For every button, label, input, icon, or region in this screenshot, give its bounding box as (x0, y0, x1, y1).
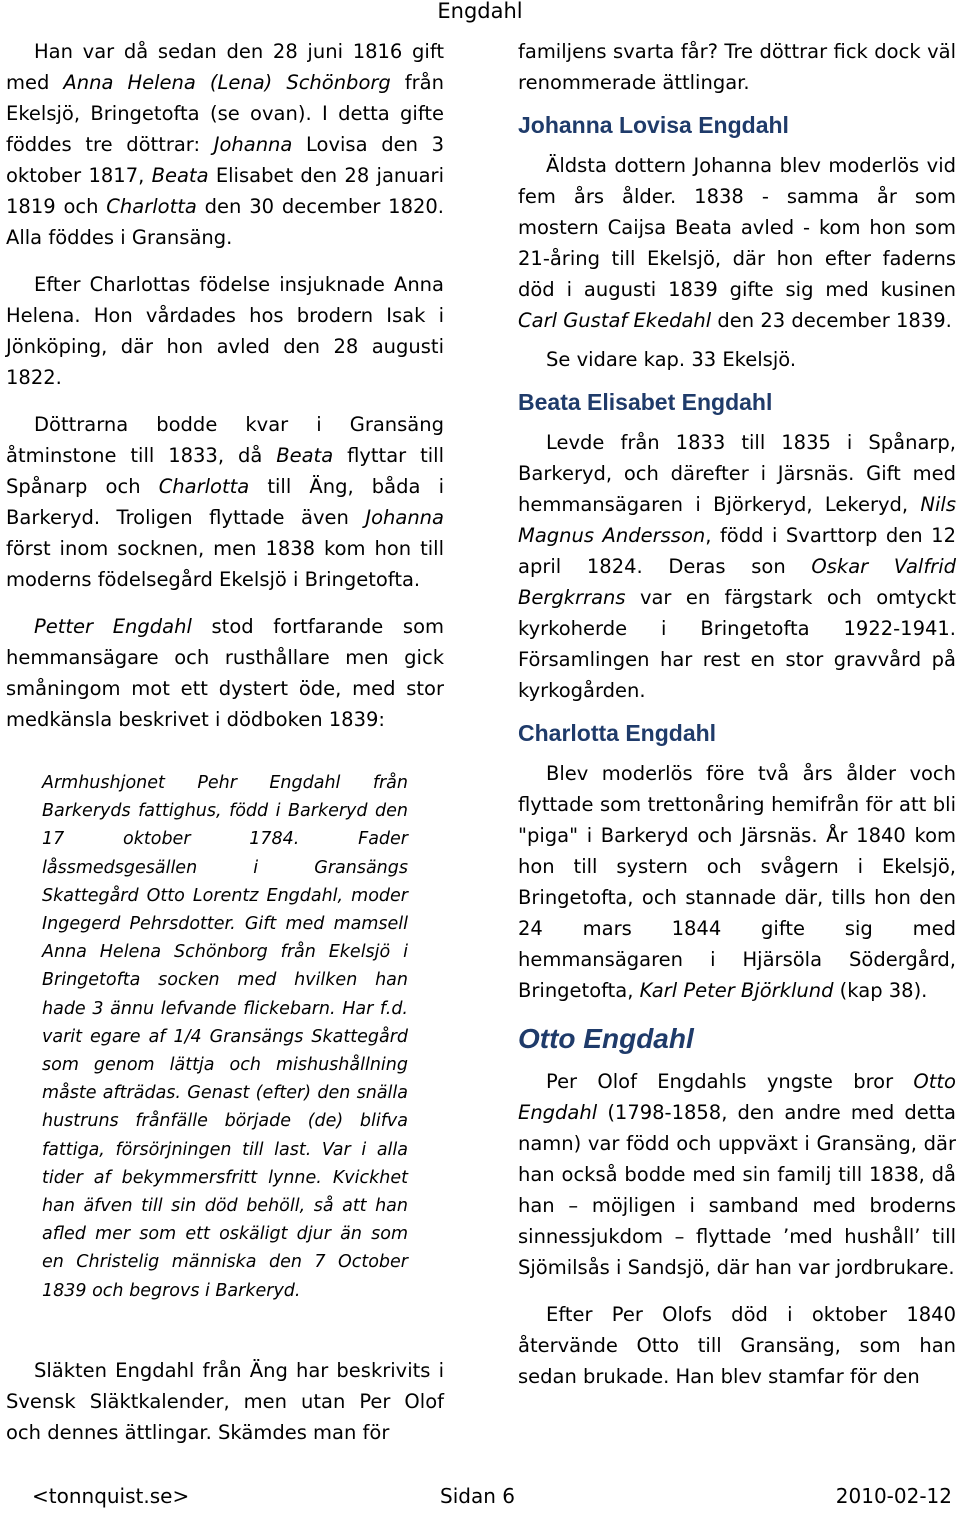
footer-page-number: Sidan 6 (440, 1484, 515, 1508)
text-run: Per Olof Engdahls yngste bror (546, 1070, 914, 1093)
paragraph-daughters (6, 409, 444, 595)
paragraph-otto-return: Efter Per Olofs död i oktober 1840 återvände Otto till Gransäng, som han sedan brukade. Han blev stamfar för den (518, 1303, 956, 1388)
italic-name: Johanna (365, 506, 444, 529)
text-run: Levde från 1833 till 1835 i Spånarp, Barkeryd, och därefter i Järsnäs. Gift med hemmansägaren i Björkeryd, Lekeryd, (518, 431, 956, 516)
paragraph-johanna (518, 150, 956, 336)
text-run: den 30 december 1820. Alla föddes i Gransäng. (6, 195, 444, 249)
footer-date: 2010-02-12 (835, 1484, 952, 1508)
italic-name: Oskar Valfrid Bergkrrans (518, 555, 956, 609)
paragraph-beata (518, 427, 956, 706)
italic-name: Petter Engdahl (34, 615, 192, 638)
italic-name: Nils Magnus Andersson (518, 493, 956, 547)
heading-johanna: Johanna Lovisa Engdahl (518, 112, 789, 138)
italic-name: Beata (151, 164, 209, 187)
text-run: (kap 38). (833, 979, 928, 1002)
heading-otto: Otto Engdahl (518, 1023, 694, 1054)
paragraph-illness: Efter Charlottas födelse insjuknade Anna Helena. Hon vårdades hos brodern Isak i Jönköping, där hon avled den 28 augusti 1822. (6, 273, 444, 389)
paragraph-family-history: Släkten Engdahl från Äng har beskrivits i Svensk Släktkalender, men utan Per Olof och dennes ättlingar. Skämdes man för (6, 1358, 444, 1444)
text-run: flyttar till Spånarp och (6, 444, 444, 498)
italic-name: Charlotta (158, 475, 250, 498)
text-run: Han var då sedan den 28 juni 1816 gift med (6, 40, 444, 94)
right-column (518, 36, 956, 1392)
text-run: Blev moderlös före två års ålder voch flyttade som trettonåring hemifrån för att bli "piga" i Barkeryd och Järsnäs. År 1840 kom hon till systern och svågern i Ekelsjö, Bringetofta, och stannade där, tills hon den 24 mars 1844 gifte sig med hemmansägaren i Hjärsöla Södergård, Bringetofta, (518, 762, 956, 1002)
left-column (6, 36, 444, 1448)
italic-name: Otto Engdahl (518, 1070, 956, 1124)
heading-charlotta: Charlotta Engdahl (518, 720, 717, 746)
italic-name: Carl Gustaf Ekedahl (518, 309, 712, 332)
heading-beata: Beata Elisabet Engdahl (518, 389, 773, 415)
text-run: den 23 december 1839. (711, 309, 952, 332)
text-run: Elisabet den 28 januari 1819 och (6, 164, 444, 218)
paragraph-otto (518, 1066, 956, 1283)
text-run: Döttrarna bodde kvar i Gransäng åtminstone till 1833, då (6, 413, 444, 467)
italic-name: Karl Peter Björklund (639, 979, 834, 1002)
italic-name: Anna Helena (Lena) Schönborg (63, 71, 391, 94)
italic-name: Johanna (213, 133, 293, 156)
text-run: (1798-1858, den andre med detta namn) var född och uppväxt i Gransäng, där han också bodde med sin familj till 1838, då han – möjligen i samband med broderns sinnessjukdom – flyttade ’med hushåll’ till Sjömilsås i Sandsjö, där han var jordbrukare. (518, 1101, 956, 1279)
italic-name: Charlotta (106, 195, 197, 218)
text-run: först inom socknen, men 1838 kom hon till moderns födelsegård Ekelsjö i Bringetofta. (6, 537, 444, 591)
text-run: Äldsta dottern Johanna blev moderlös vid fem års ålder. 1838 - samma år som mostern Caijsa Beata avled - kom hon som 21-åring till Ekelsjö, där hon efter faderns död i augusti 1839 gifte sig med kusinen (518, 154, 956, 301)
paragraph-petter (6, 611, 444, 735)
paragraph-continued: familjens svarta får? Tre döttrar fick dock väl renommerade ättlingar. (518, 40, 956, 94)
text-run: stod fortfarande som hemmansägare och rusthållare men gick småningom mot ett dystert öde, med stor medkänsla beskrivet i dödboken 1839: (6, 615, 444, 731)
death-record-quote: Armhushjonet Pehr Engdahl från Barkeryds fattighus, född i Barkeryd den 17 oktober 1784. Fader låssmedsgesällen i Gransängs Skattegård Otto Lorentz Engdahl, moder Ingegerd Pehrsdotter. Gift med mamsell Anna Helena Schönborg från Ekelsjö i Bringetofta socken med hvilken han hade 3 ännu lefvande flickebarn. Har f.d. varit egare af 1/4 Gransängs Skattegård som genom lättja och mishushållning måste afträdas. Genast (efter) den snälla hustruns frånfälle började (de) blifva fattiga, försörjningen till last. Var i alla tider af bekymmersfritt lynne. Kvickhet han äfven till sin död behöll, så att han afled mer som ett oskäligt djur än som en Christelig människa den 7 October 1839 och begrovs i Barkeryd. (42, 773, 408, 1301)
text-run: från Ekelsjö, Bringetofta (se ovan). I detta gifte föddes tre döttrar: (6, 71, 444, 156)
text-run: var en färgstark och omtyckt kyrkoherde i Bringetofta 1922-1941. Församlingen har rest en stor gravvård på kyrkogården. (518, 586, 956, 702)
footer-site: <tonnquist.se> (32, 1484, 190, 1508)
text-run: till Äng, båda i Barkeryd. Troligen flyttade även (6, 475, 444, 529)
italic-name: Beata (276, 444, 334, 467)
paragraph-see-also: Se vidare kap. 33 Ekelsjö. (546, 348, 797, 371)
page-header: Engdahl (437, 0, 523, 23)
text-run: Lovisa den 3 oktober 1817, (6, 133, 444, 187)
text-run: , född i Svarttorp den 12 april 1824. Deras son (518, 524, 956, 578)
paragraph-charlotta (518, 758, 956, 1006)
paragraph-marriage (6, 36, 444, 253)
